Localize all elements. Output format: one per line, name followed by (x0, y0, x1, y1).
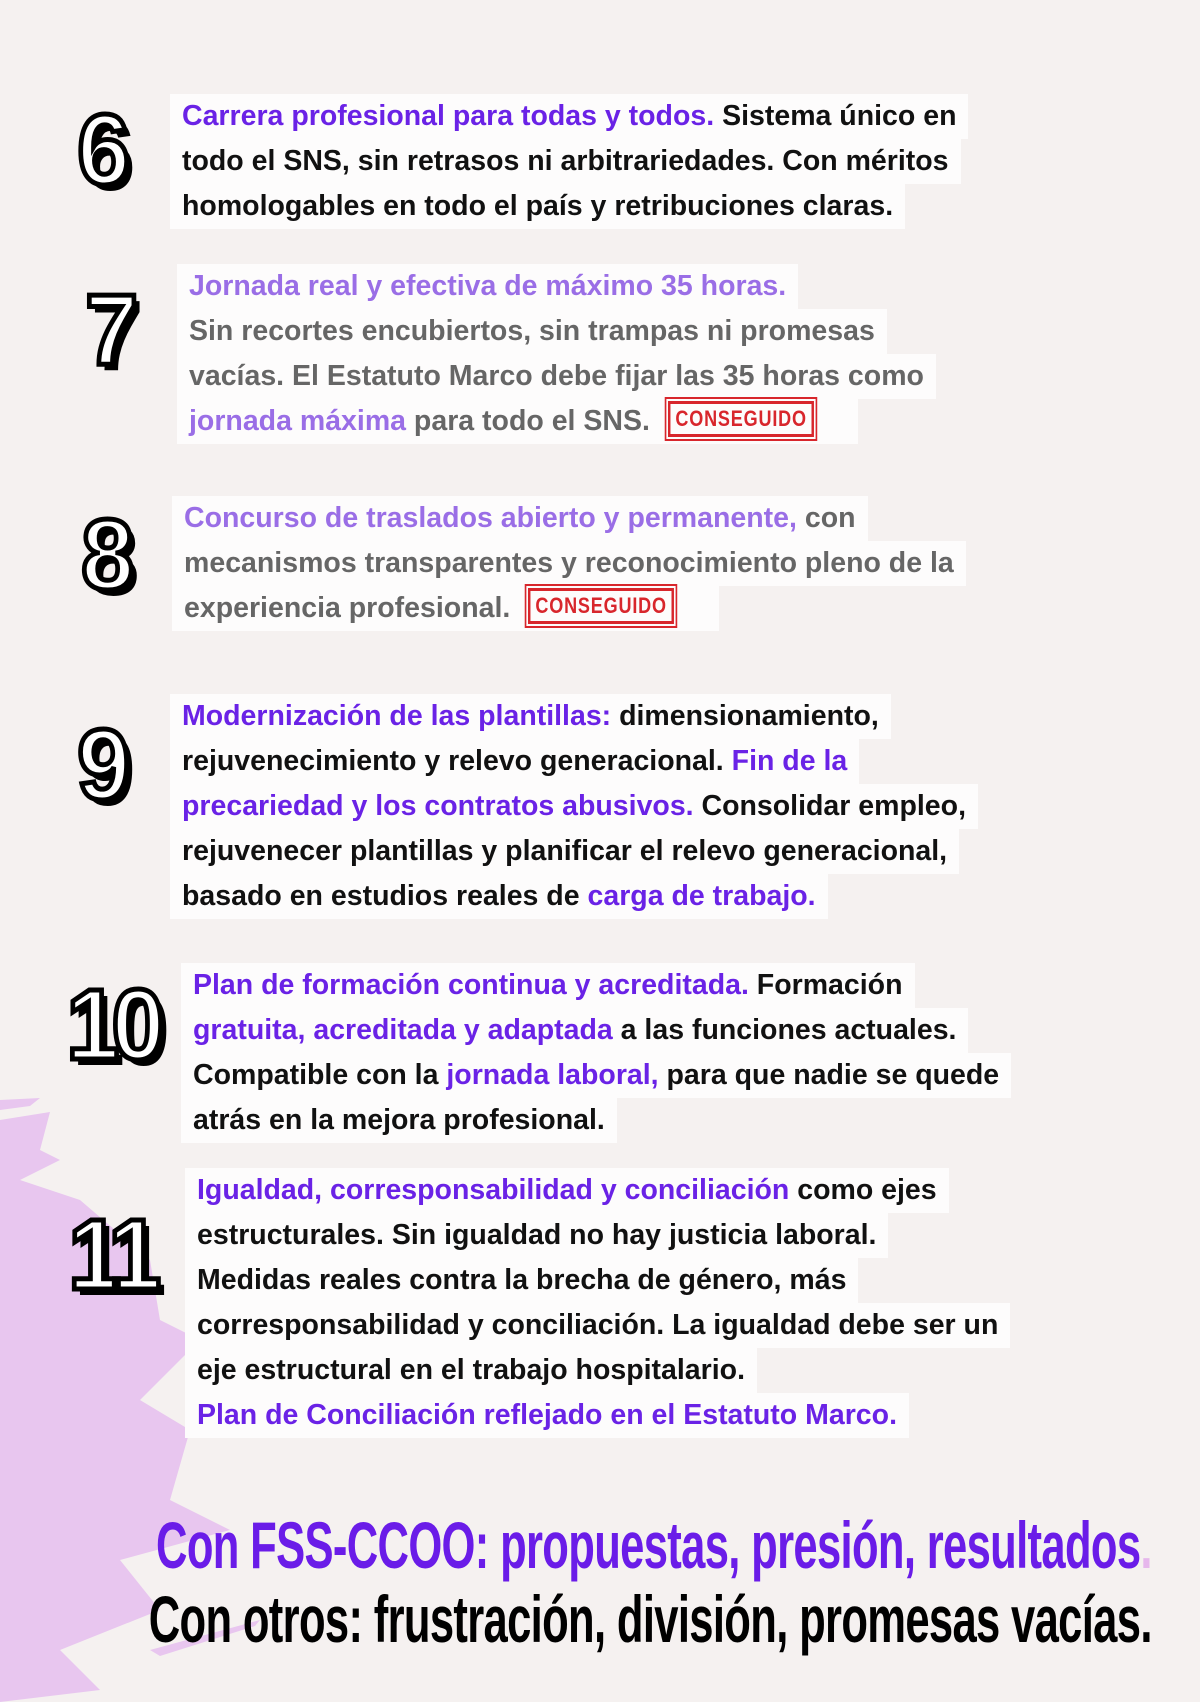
text-line (181, 1053, 1011, 1098)
proposal-number: 8 (81, 499, 127, 611)
text-segment: experiencia profesional. (184, 592, 511, 624)
proposal-number: 9 (77, 709, 123, 821)
text-line (185, 1168, 949, 1213)
text-segment: corresponsabilidad y conciliación. La igualdad debe ser un (197, 1309, 999, 1341)
text-line (170, 784, 978, 829)
text-segment: jornada laboral, (446, 1059, 659, 1091)
text-line (185, 1393, 909, 1438)
proposal-number: 10 (66, 969, 157, 1081)
proposal-text (172, 496, 966, 631)
text-line (170, 139, 961, 184)
text-segment: Formación (748, 969, 903, 1001)
text-line (177, 354, 936, 399)
text-line (181, 1098, 617, 1143)
text-segment: vacías. El Estatuto Marco debe fijar las 35 horas como (189, 360, 924, 392)
conseguido-stamp: CONSEGUIDO (528, 588, 674, 624)
proposal-number: 6 (77, 94, 123, 206)
text-line (177, 309, 887, 354)
text-segment: para todo el SNS. (406, 405, 650, 437)
text-segment: dimensionamiento, (611, 700, 879, 732)
text-line (181, 1008, 968, 1053)
text-line (185, 1348, 757, 1393)
slogan-period: . (1140, 1508, 1152, 1582)
text-segment: Modernización de las plantillas: (182, 700, 612, 732)
proposal-number: 11 (68, 1199, 154, 1311)
text-line (177, 399, 858, 444)
slogan-otros: Con otros: frustración, división, promesas vacías. (148, 1582, 1152, 1656)
proposal-number: 7 (85, 274, 131, 386)
text-line (172, 541, 966, 586)
text-line (185, 1258, 858, 1303)
proposal-text (170, 94, 968, 229)
text-segment: atrás en la mejora profesional. (193, 1104, 605, 1136)
text-line (172, 586, 719, 631)
text-line (181, 963, 915, 1008)
text-segment: Jornada real y efectiva de máximo 35 horas. (189, 270, 787, 302)
text-segment: Concurso de traslados abierto y permanente, (184, 502, 797, 534)
text-segment: basado en estudios reales de (182, 880, 588, 912)
text-line (170, 94, 968, 139)
text-segment: Medidas reales contra la brecha de género, más (197, 1264, 847, 1296)
text-segment: estructurales. Sin igualdad no hay justicia laboral. (197, 1219, 877, 1251)
text-segment: Compatible con la (193, 1059, 447, 1091)
text-segment: eje estructural en el trabajo hospitalario. (197, 1354, 745, 1386)
text-line (170, 184, 905, 229)
text-segment: Plan de Conciliación reflejado en el Estatuto Marco. (197, 1399, 897, 1431)
text-segment: Sin recortes encubiertos, sin trampas ni promesas (189, 315, 875, 347)
proposal-text (181, 963, 1011, 1143)
text-segment: todo el SNS, sin retrasos ni arbitrariedades. Con méritos (182, 145, 949, 177)
text-line (170, 739, 859, 784)
text-segment: a las funciones actuales. (612, 1014, 957, 1046)
text-line (170, 694, 891, 739)
text-segment: para que nadie se quede (658, 1059, 1000, 1091)
text-segment: gratuita, acreditada y adaptada (193, 1014, 613, 1046)
conseguido-stamp: CONSEGUIDO (668, 401, 814, 437)
slogan-fss-ccoo (156, 1508, 1152, 1582)
text-line (185, 1213, 888, 1258)
text-line (172, 496, 868, 541)
text-segment: homologables en todo el país y retribuciones claras. (182, 190, 894, 222)
proposal-text (185, 1168, 1010, 1438)
text-segment: Consolidar empleo, (693, 790, 966, 822)
text-segment: carga de trabajo. (587, 880, 816, 912)
text-line (170, 829, 959, 874)
text-segment: Igualdad, corresponsabilidad y conciliación (197, 1174, 790, 1206)
text-segment: Carrera profesional para todas y todos. (182, 100, 715, 132)
text-segment: con (796, 502, 856, 534)
proposal-text (170, 694, 978, 919)
text-line (177, 264, 798, 309)
text-line (170, 874, 828, 919)
text-segment: Plan de formación continua y acreditada. (193, 969, 749, 1001)
text-segment: rejuvenecer plantillas y planificar el relevo generacional, (182, 835, 948, 867)
text-segment: mecanismos transparentes y reconocimiento pleno de la (184, 547, 954, 579)
text-segment: jornada máxima (189, 405, 407, 437)
proposal-text (177, 264, 936, 444)
text-segment: precariedad y los contratos abusivos. (182, 790, 694, 822)
text-segment: Sistema único en (714, 100, 957, 132)
text-line (185, 1303, 1010, 1348)
text-segment: como ejes (789, 1174, 937, 1206)
slogan-line-1: Con FSS-CCOO: propuestas, presión, resultados (156, 1508, 1141, 1582)
text-segment: Fin de la (731, 745, 848, 777)
text-segment: rejuvenecimiento y relevo generacional. (182, 745, 732, 777)
